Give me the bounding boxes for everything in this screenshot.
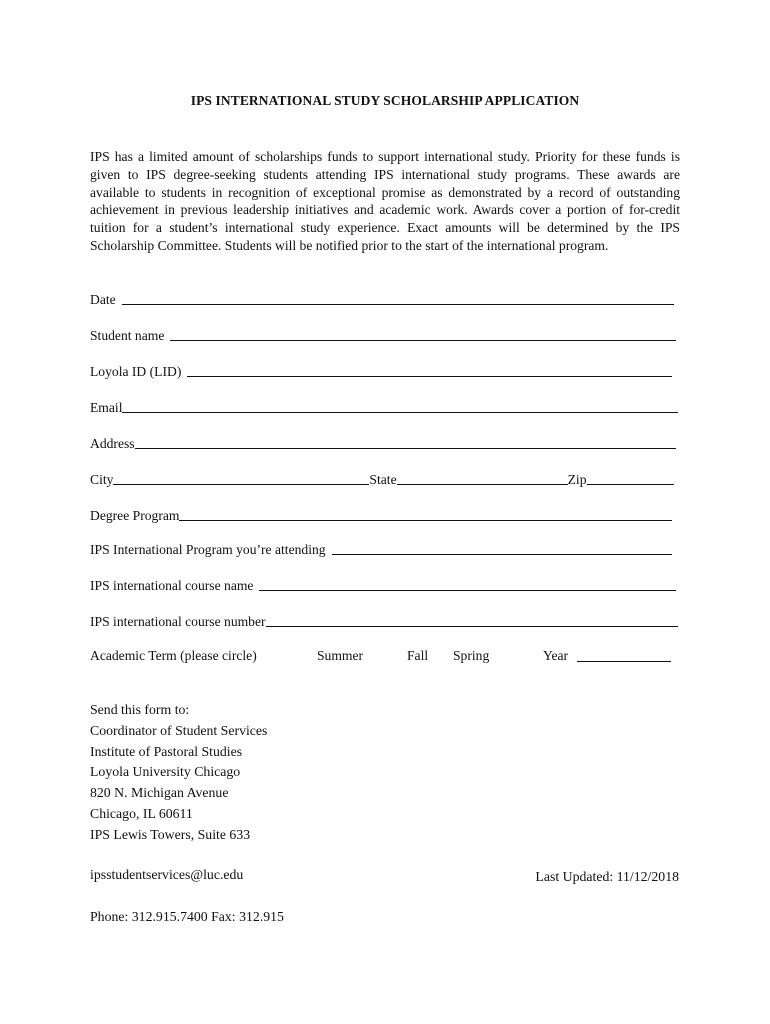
address-label: Address bbox=[90, 436, 135, 451]
email-label: Email bbox=[90, 400, 123, 415]
date-label: Date bbox=[90, 292, 116, 307]
address-field[interactable] bbox=[135, 434, 676, 449]
term-option-fall[interactable]: Fall bbox=[407, 648, 429, 663]
course-number-field[interactable] bbox=[266, 612, 678, 627]
student-name-row bbox=[90, 324, 676, 344]
last-updated: Last Updated: 11/12/2018 bbox=[535, 869, 679, 884]
year-label: Year bbox=[543, 648, 569, 663]
address-line: Loyola University Chicago bbox=[90, 764, 241, 780]
contact-email[interactable]: ipsstudentservices@luc.edu bbox=[90, 867, 244, 882]
student-name-label: Student name bbox=[90, 328, 165, 343]
student-name-field[interactable] bbox=[170, 326, 676, 341]
intl-program-field[interactable] bbox=[332, 540, 672, 555]
address-line: Coordinator of Student Services bbox=[90, 722, 268, 738]
address-line: IPS Lewis Towers, Suite 633 bbox=[90, 826, 251, 842]
loyola-id-row bbox=[90, 360, 672, 380]
degree-program-row bbox=[90, 504, 672, 524]
zip-field[interactable] bbox=[587, 470, 675, 485]
address-line: Chicago, IL 60611 bbox=[90, 805, 193, 821]
address-row bbox=[90, 432, 676, 452]
email-row bbox=[90, 396, 678, 416]
date-row bbox=[90, 288, 674, 308]
degree-program-label: Degree Program bbox=[90, 508, 180, 523]
intro-paragraph: IPS has a limited amount of scholarships funds to support international study. Priority for these funds is given to IPS degree-seeking students attending IPS international study programs. These awards are available to students in recognition of exceptional promise as demonstrated by a record of outstanding achievement in previous leadership initiatives and academic work. Awards cover a portion of for-credit tuition for a student’s international study experience. Exact amounts will be determined by the IPS Scholarship Committee. Students will be notified prior to the start of the international program. bbox=[90, 149, 680, 253]
intl-program-label: IPS International Program you’re attending bbox=[90, 542, 326, 557]
contact-phone-fax: Phone: 312.915.7400 Fax: 312.915 bbox=[90, 909, 284, 924]
course-number-row bbox=[90, 610, 678, 630]
intl-program-row bbox=[90, 538, 672, 558]
academic-term-label: Academic Term (please circle) bbox=[90, 648, 257, 663]
loyola-id-field[interactable] bbox=[187, 362, 672, 377]
zip-label: Zip bbox=[567, 472, 587, 487]
course-name-field[interactable] bbox=[259, 576, 676, 591]
date-field[interactable] bbox=[122, 290, 674, 305]
send-to-heading: Send this form to: bbox=[90, 702, 190, 717]
email-field[interactable] bbox=[122, 398, 678, 413]
state-field[interactable] bbox=[397, 470, 568, 485]
address-line: Institute of Pastoral Studies bbox=[90, 743, 243, 759]
course-name-label: IPS international course name bbox=[90, 578, 254, 593]
form-title: IPS INTERNATIONAL STUDY SCHOLARSHIP APPLICATION bbox=[190, 93, 580, 108]
send-to-block bbox=[90, 700, 267, 846]
course-name-row bbox=[90, 574, 676, 594]
term-option-summer[interactable]: Summer bbox=[317, 648, 364, 663]
city-state-zip-row bbox=[90, 468, 674, 488]
loyola-id-label: Loyola ID (LID) bbox=[90, 364, 182, 379]
city-label: City bbox=[90, 472, 114, 487]
address-line: 820 N. Michigan Avenue bbox=[90, 785, 229, 801]
degree-program-field[interactable] bbox=[179, 506, 672, 521]
city-field[interactable] bbox=[113, 470, 369, 485]
course-number-label: IPS international course number bbox=[90, 614, 266, 629]
year-field[interactable] bbox=[577, 647, 671, 662]
state-label: State bbox=[369, 472, 397, 487]
term-option-spring[interactable]: Spring bbox=[453, 648, 490, 663]
